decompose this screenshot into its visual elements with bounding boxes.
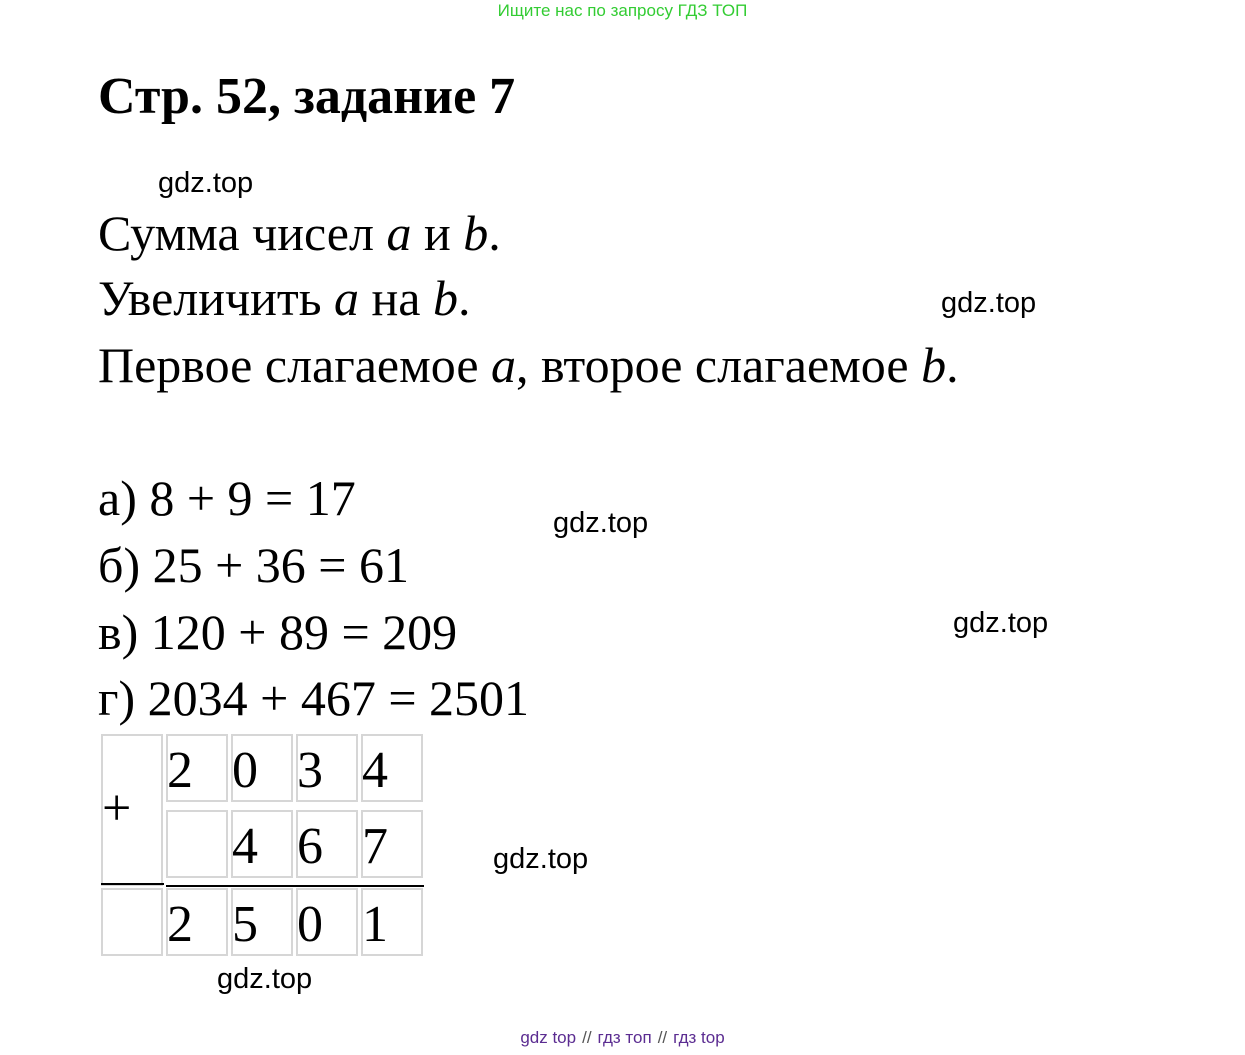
grid-cell	[166, 810, 228, 878]
footer-separator: //	[582, 1028, 592, 1047]
phrase-line-1	[98, 203, 501, 263]
variable-b: b	[921, 337, 947, 393]
variable-a: a	[386, 205, 412, 261]
footer-link[interactable]: gdz top	[520, 1028, 577, 1047]
example-b: б) 25 + 36 = 61	[98, 537, 409, 593]
variable-a: a	[491, 337, 517, 393]
phrase-text: Первое слагаемое	[98, 337, 492, 393]
digit: 7	[362, 818, 388, 875]
digit: 0	[297, 896, 323, 953]
watermark: gdz.top	[493, 843, 589, 875]
watermark: gdz.top	[953, 607, 1049, 639]
digit: 6	[297, 818, 323, 875]
watermark: gdz.top	[941, 287, 1037, 319]
watermark: gdz.top	[553, 507, 649, 539]
sum-line	[166, 885, 424, 887]
digit: 4	[362, 742, 388, 799]
phrase-line-3	[98, 335, 959, 395]
footer-links	[0, 1028, 1245, 1048]
watermark: gdz.top	[158, 167, 254, 199]
digit: 5	[232, 896, 258, 953]
variable-b: b	[463, 205, 489, 261]
example-g: г) 2034 + 467 = 2501	[98, 670, 530, 726]
example-a: а) 8 + 9 = 17	[98, 470, 356, 526]
phrase-text: .	[458, 270, 471, 326]
phrase-text: на	[359, 270, 433, 326]
plus-sign: +	[102, 780, 132, 837]
example-v: в) 120 + 89 = 209	[98, 604, 458, 660]
digit: 3	[297, 742, 323, 799]
phrase-text: и	[411, 205, 464, 261]
top-search-link[interactable]: Ищите нас по запросу ГДЗ ТОП	[497, 1, 748, 20]
phrase-line-2	[98, 268, 471, 328]
sum-line	[101, 883, 164, 885]
footer-link[interactable]: гдз top	[673, 1028, 725, 1047]
digit: 4	[232, 818, 258, 875]
footer-link[interactable]: гдз топ	[597, 1028, 652, 1047]
watermark: gdz.top	[217, 963, 313, 995]
variable-b: b	[433, 270, 458, 326]
digit: 0	[232, 742, 258, 799]
footer-separator: //	[657, 1028, 668, 1047]
digit: 2	[167, 896, 193, 953]
page-title: Стр. 52, задание 7	[98, 68, 516, 125]
grid-cell	[101, 888, 163, 956]
digit: 1	[362, 896, 388, 953]
phrase-text: , второе слагаемое	[516, 337, 922, 393]
phrase-text: Сумма чисел	[98, 205, 387, 261]
phrase-text: Увеличить	[98, 270, 335, 326]
digit: 2	[167, 742, 193, 799]
phrase-text: .	[946, 337, 959, 393]
variable-a: a	[334, 270, 360, 326]
phrase-text: .	[488, 205, 501, 261]
